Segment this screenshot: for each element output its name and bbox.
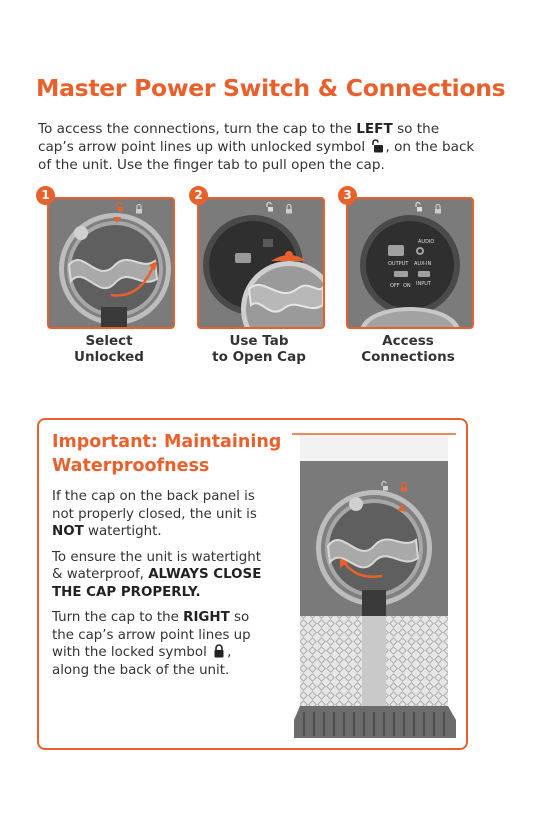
step-1-illustration [47,197,175,329]
important-text [52,488,262,687]
step-2-illustration [197,197,325,329]
important-paragraph-1: If the cap on the back panel is not properly closed, the unit is NOT watertight. [52,489,257,539]
aux-in-label: AUX-IN [414,261,432,267]
important-paragraph-2: To ensure the unit is watertight & waterproof, ALWAYS CLOSE THE CAP PROPERLY. [52,549,262,600]
locked-icon [212,644,226,658]
important-title: Important: Maintaining Waterproofness [52,432,282,476]
unit-back-illustration [290,430,460,742]
audio-label: AUDIO [418,239,435,245]
step-2-badge: 2 [189,186,208,205]
important-paragraph-3: Turn the cap to the RIGHT so the cap’s arrow point lines up with the locked symbol , along the back of the unit. [52,610,251,678]
step-1-label: Select Unlocked [74,333,144,365]
step-3-label: Access Connections [361,333,455,365]
step-2-label: Use Tab to Open Cap [212,333,306,365]
off-label: OFF [390,283,400,289]
step-3-illustration [346,197,474,329]
input-label: INPUT [416,281,431,287]
unlocked-icon [370,139,384,153]
output-label: OUTPUT [388,261,409,267]
step-1-badge: 1 [36,186,55,205]
intro-paragraph: To access the connections, turn the cap to the LEFT so the cap’s arrow point lines up with unlocked symbol , on the back of the unit. Use the finger tab to pull open the cap. [38,121,475,173]
intro-emphasis-left: LEFT [356,121,393,137]
on-label: ON [403,283,411,289]
step-3-badge: 3 [338,186,357,205]
page-title: Master Power Switch & Connections [36,74,506,102]
